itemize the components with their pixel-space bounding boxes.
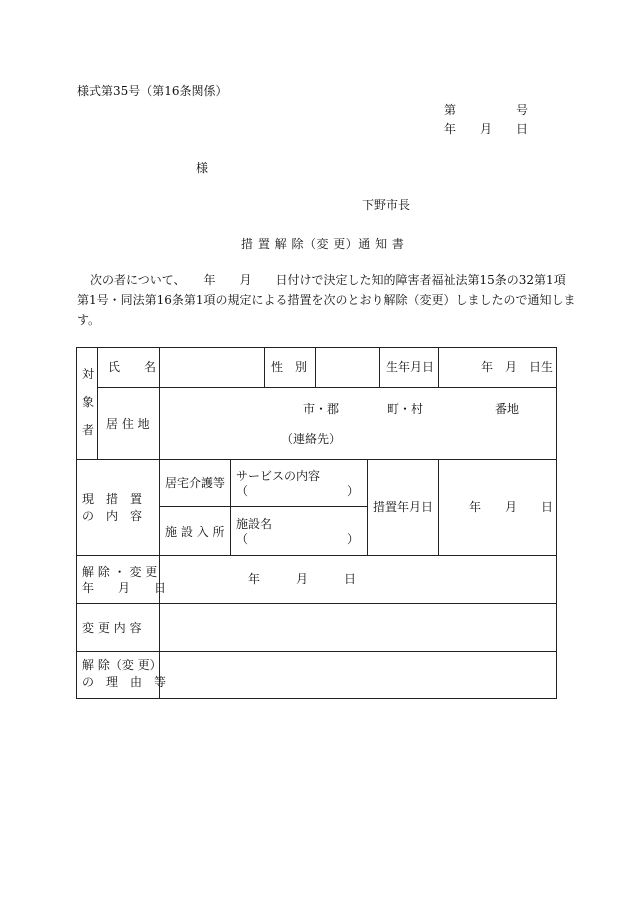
change-content-label: 変 更 内 容 (82, 621, 142, 635)
current-measure-label-1: 現 措 置 (82, 492, 143, 506)
facility-name-label: 施設名 (236, 517, 273, 531)
address-line: 市・郡 町・村 番地 (303, 402, 520, 416)
document-title: 措 置 解 除（変 更）通 知 書 (241, 237, 405, 251)
service-paren-open: （ (236, 484, 249, 498)
home-care-label: 居宅介護等 (165, 476, 226, 490)
facility-label: 施 設 入 所 (165, 525, 225, 539)
doc-date: 年 月 日 (444, 122, 529, 136)
reason-label-2: の 理 由 等 (82, 675, 167, 689)
reason-field[interactable] (161, 653, 555, 697)
birth-value: 年 月 日生 (481, 360, 554, 374)
measure-date-value: 年 月 日 (469, 500, 554, 514)
birth-label: 生年月日 (386, 360, 435, 374)
addressee-suffix: 様 (196, 161, 209, 175)
body-line-2: 第1号・同法第16条第1項の規定による措置を次のとおり解除（変更）しましたので通知しま (77, 293, 576, 307)
cancel-date-value: 年 月 日 (248, 572, 357, 586)
current-measure-label-2: の 内 容 (82, 509, 143, 523)
sex-label: 性 別 (271, 360, 308, 374)
subject-char-3: 者 (82, 423, 95, 437)
body-line-1: 次の者について、 年 月 日付けで決定した知的障害者福祉法第15条の32第1項 (90, 273, 566, 287)
contact-label: （連絡先） (281, 432, 342, 446)
sex-value-field[interactable] (317, 349, 378, 386)
name-value-field[interactable] (161, 349, 263, 386)
cancel-change-label-1: 解 除 ・ 変 更 (82, 565, 158, 579)
subject-char-1: 対 (82, 367, 95, 381)
form-id: 様式第35号（第16条関係） (77, 84, 228, 98)
reason-label-1: 解 除（変 更） (82, 658, 162, 672)
facility-paren-close: ） (347, 532, 360, 546)
facility-paren-open: （ (236, 532, 249, 546)
change-content-field[interactable] (161, 605, 555, 650)
subject-char-2: 象 (82, 395, 95, 409)
doc-number: 第 号 (444, 103, 529, 117)
service-content-label: サービスの内容 (236, 469, 321, 483)
issuer: 下野市長 (362, 198, 411, 212)
service-paren-close: ） (347, 484, 360, 498)
address-label: 居 住 地 (106, 417, 150, 431)
cancel-change-label-2: 年 月 日 (82, 581, 167, 595)
name-label: 氏 名 (108, 360, 157, 374)
body-line-3: す。 (77, 313, 101, 327)
measure-date-label: 措置年月日 (373, 500, 434, 514)
